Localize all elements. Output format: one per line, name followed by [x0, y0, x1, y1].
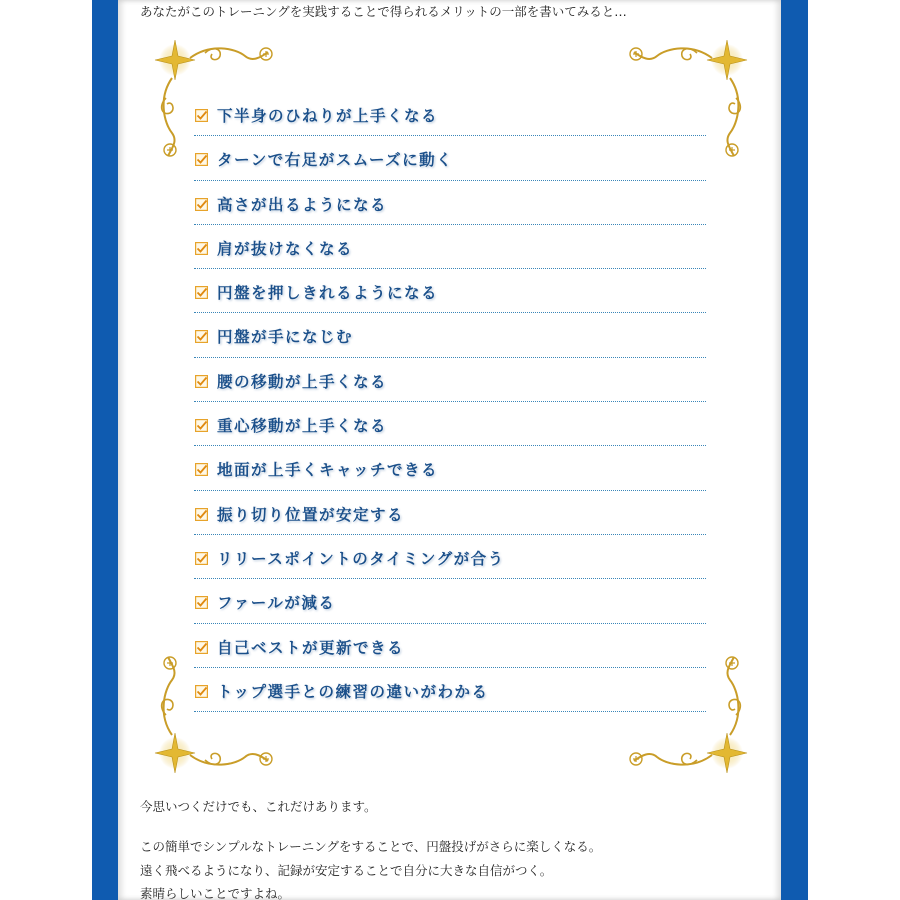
checklist-item	[194, 92, 706, 136]
checklist-item	[194, 491, 706, 535]
checklist-item	[194, 181, 706, 225]
checklist-item	[194, 136, 706, 180]
checklist-item-text: 高さが出るようになる	[217, 195, 388, 214]
left-blue-border	[92, 0, 118, 900]
checklist-item	[194, 358, 706, 402]
checkbox-checked-icon	[195, 685, 208, 698]
checkbox-checked-icon	[195, 641, 208, 654]
checklist-item	[194, 269, 706, 313]
checkbox-checked-icon	[195, 419, 208, 432]
checklist-item-text: 腰の移動が上手くなる	[217, 372, 388, 391]
checkbox-checked-icon	[195, 596, 208, 609]
checklist-item-text: 重心移動が上手くなる	[217, 417, 388, 436]
checkbox-checked-icon	[195, 286, 208, 299]
checklist-item	[194, 535, 706, 579]
body-line: この簡単でシンプルなトレーニングをすることで、円盤投げがさらに楽しくなる。	[140, 839, 602, 854]
right-blue-border	[781, 0, 808, 900]
checklist-item-text: 自己ベストが更新できる	[217, 638, 405, 657]
checklist-item	[194, 668, 706, 712]
checklist-item	[194, 624, 706, 668]
checklist-item	[194, 225, 706, 269]
checklist-item-text: 肩が抜けなくなる	[217, 239, 354, 258]
checkbox-checked-icon	[195, 463, 208, 476]
checklist-item-text: ターンで右足がスムーズに動く	[217, 151, 454, 170]
checklist-item-text: 地面が上手くキャッチできる	[217, 461, 439, 480]
checklist-item-text: リリースポイントのタイミングが合う	[217, 549, 505, 568]
checklist-item	[194, 313, 706, 357]
checklist-item-text: トップ選手との練習の違いがわかる	[217, 682, 489, 701]
checklist-item-text: 円盤を押しきれるようになる	[217, 284, 439, 303]
body-line: 遠く飛べるようになり、記録が安定することで自分に大きな自信がつく。	[140, 863, 553, 878]
checkbox-checked-icon	[195, 242, 208, 255]
checkbox-checked-icon	[195, 552, 208, 565]
merit-checklist	[194, 92, 706, 712]
summary-text: 今思いつくだけでも、これだけあります。	[140, 799, 377, 814]
checklist-item-text: 円盤が手になじむ	[217, 328, 354, 347]
checklist-item	[194, 402, 706, 446]
checkbox-checked-icon	[195, 153, 208, 166]
checklist-item-text: 振り切り位置が安定する	[217, 505, 405, 524]
checkbox-checked-icon	[195, 109, 208, 122]
checklist-item-text: 下半身のひねりが上手くなる	[217, 107, 439, 125]
intro-text: あなたがこのトレーニングを実践することで得られるメリットの一部を書いてみると…	[140, 4, 627, 19]
checklist-item-text: ファールが減る	[217, 594, 336, 613]
body-line: 素晴らしいことですよね。	[140, 886, 291, 900]
checklist-item	[194, 446, 706, 490]
checkbox-checked-icon	[195, 198, 208, 211]
checkbox-checked-icon	[195, 508, 208, 521]
checkbox-checked-icon	[195, 375, 208, 388]
checkbox-checked-icon	[195, 330, 208, 343]
checklist-item	[194, 579, 706, 623]
